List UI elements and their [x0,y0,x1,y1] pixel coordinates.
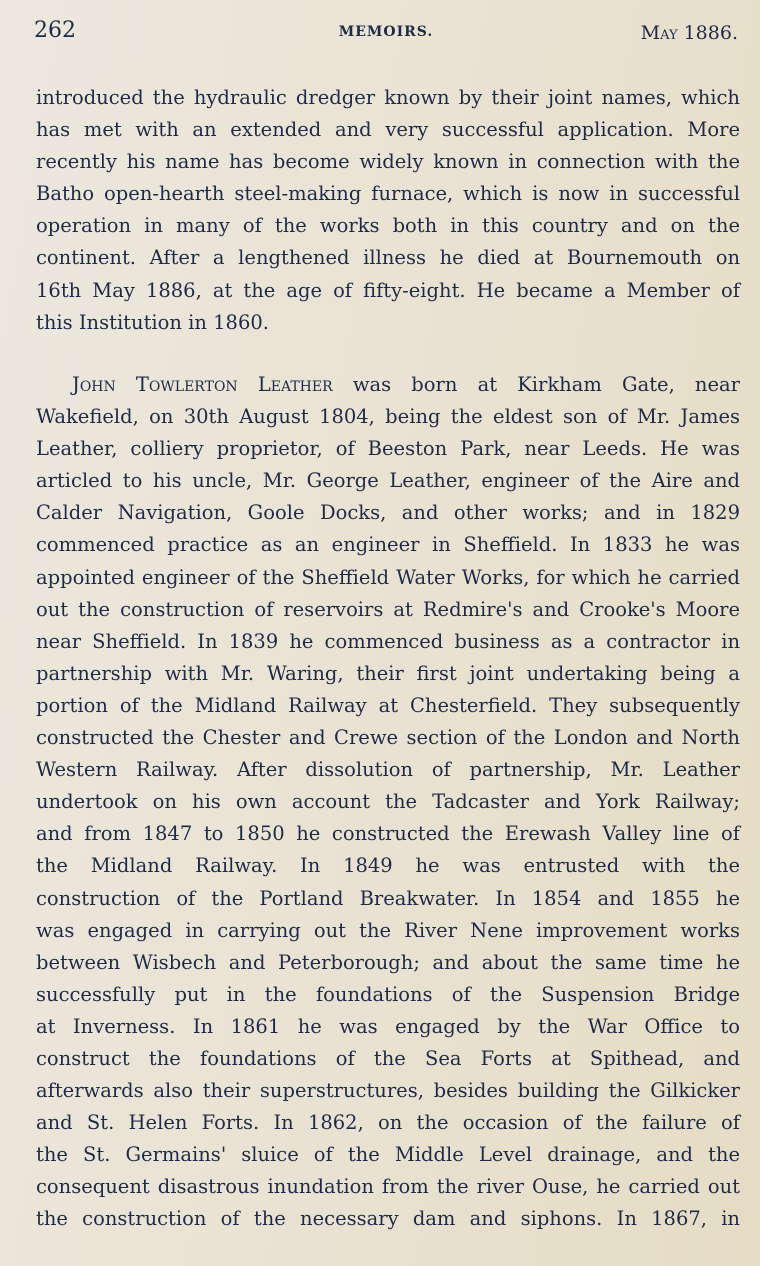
text-line: has met with an extended and very successful application. More [36,118,740,142]
text-line: constructed the Chester and Crewe section of the London and North [36,726,740,750]
text-line: consequent disastrous inundation from the river Ouse, he carried out [36,1175,740,1199]
text-line: Western Railway. After dissolution of partnership, Mr. Leather [36,758,740,782]
text-line: at Inverness. In 1861 he was engaged by the War Office to [36,1014,740,1038]
text-line: Calder Navigation, Goole Docks, and other works; and in 1829 [36,501,740,525]
text-line: Batho open-hearth steel-making furnace, which is now in successful [36,182,740,206]
text-line: operation in many of the works both in this country and on the [36,214,740,238]
text-line: this Institution in 1860. [36,310,269,334]
issue-date: May 1886. [640,22,738,44]
text-line: and from 1847 to 1850 he constructed the Erewash Valley line of [36,822,740,846]
text-line: construct the foundations of the Sea Forts at Spithead, and [36,1046,740,1070]
memoir-subject-name: John Towlerton Leather [72,373,333,396]
text-line: partnership with Mr. Waring, their first joint undertaking being a [36,661,740,685]
text-line: undertook on his own account the Tadcaster and York Railway; [36,790,740,814]
text-line: successfully put in the foundations of the Suspension Bridge [36,982,740,1006]
text-line: and St. Helen Forts. In 1862, on the occasion of the failure of [36,1111,740,1135]
text-line: between Wisbech and Peterborough; and about the same time he [36,950,740,974]
text-line: the St. Germains' sluice of the Middle Level drainage, and the [36,1143,740,1167]
text-line: out the construction of reservoirs at Redmire's and Crooke's Moore [36,597,740,621]
text-line: appointed engineer of the Sheffield Water Works, for which he carried [36,565,740,589]
text-line: near Sheffield. In 1839 he commenced business as a contractor in [36,629,740,653]
text-line: Leather, colliery proprietor, of Beeston Park, near Leeds. He was [36,437,740,461]
page-header [34,18,738,50]
text-line: 16th May 1886, at the age of fifty-eight. He became a Member of [36,278,740,302]
text-line [36,369,740,401]
text-line: introduced the hydraulic dredger known by their joint names, which [36,86,740,109]
page-number: 262 [34,18,76,43]
text-line: articled to his uncle, Mr. George Leather, engineer of the Aire and [36,469,740,493]
paragraph-leather-memoir [36,369,740,1236]
paragraph-batho-memoir [36,82,740,339]
text-line: continent. After a lengthened illness he died at Bournemouth on [36,246,740,270]
text-line: construction of the Portland Breakwater. In 1854 and 1855 he [36,886,740,910]
text-line: portion of the Midland Railway at Chesterfield. They subsequently [36,693,740,717]
text-line: Wakefield, on 30th August 1804, being the eldest son of Mr. James [36,405,740,429]
text-line-rest: was born at Kirkham Gate, near [332,373,740,396]
running-title: MEMOIRS. [338,24,434,40]
text-line: the Midland Railway. In 1849 he was entrusted with the [36,854,740,878]
text-line: recently his name has become widely known in connection with the [36,150,740,174]
text-line: was engaged in carrying out the River Nene improvement works [36,918,740,942]
text-line: the construction of the necessary dam and siphons. In 1867, in [36,1207,740,1231]
text-line: commenced practice as an engineer in Sheffield. In 1833 he was [36,533,740,557]
text-line: afterwards also their superstructures, besides building the Gilkicker [36,1079,740,1103]
